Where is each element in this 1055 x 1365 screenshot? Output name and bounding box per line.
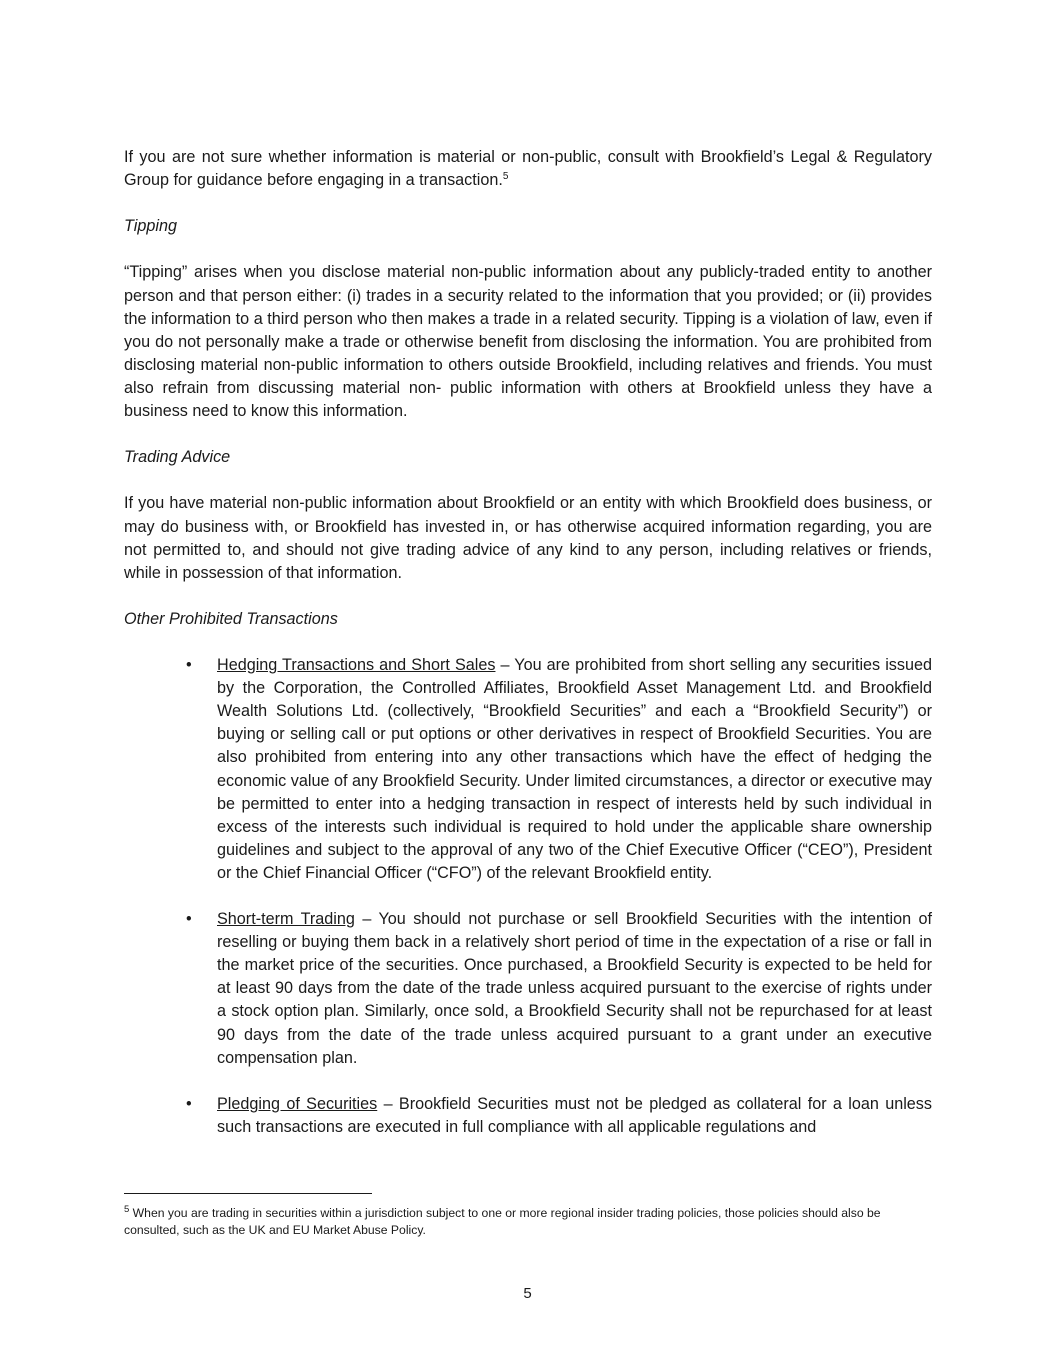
list-item-pledging	[124, 1093, 932, 1139]
bullet-icon: •	[186, 1094, 192, 1113]
trading-advice-paragraph: If you have material non-public information about Brookfield or an entity with which Brookfield does business, or may do business with, or Brookfield has invested in, or has otherwise acquired information regarding, you are not permitted to, and should not give trading advice of any kind to any person, including relatives or friends, while in possession of that information.	[124, 494, 932, 582]
term-pledging: Pledging of Securities	[217, 1094, 378, 1113]
intro-paragraph	[124, 146, 932, 192]
hedging-description: – You are prohibited from short selling any securities issued by the Corporation, the Controlled Affiliates, Brookfield Asset Management Ltd. and Brookfield Wealth Solutions Ltd. (collectively, “Brookfield Securities” and each a “Brookfield Security”) or buying or selling call or put options or other derivatives in respect of Brookfield Securities. You are also prohibited from entering into any other transactions which have the effect of hedging the economic value of any Brookfield Security. Under limited circumstances, a director or executive may be permitted to enter into a hedging transaction in respect of interests held by such individual in excess of the interests such individual is required to hold under the applicable share ownership guidelines and subject to the approval of any two of the Chief Executive Officer (“CEO”), President or the Chief Financial Officer (“CFO”) of the relevant Brookfield entity.	[217, 656, 932, 882]
term-hedging: Hedging Transactions and Short Sales	[217, 656, 496, 675]
other-prohibited-heading: Other Prohibited Transactions	[124, 609, 338, 628]
footnote-reference[interactable]: 5	[502, 171, 509, 183]
list-item-hedging	[124, 654, 932, 885]
bullet-icon: •	[186, 910, 192, 929]
tipping-paragraph: “Tipping” arises when you disclose material non-public information about any publicly-traded entity to another person and that person either: (i) trades in a security related to the information that you provided; or (ii) provides the information to a third person who then makes a trade in a related security. Tipping is a violation of law, even if you do not personally make a trade or otherwise benefit from disclosing the information. You are prohibited from disclosing material non-public information to others outside Brookfield, including relatives and friends. You must also refrain from discussing material non- public information with others at Brookfield unless they have a business need to know this information.	[124, 263, 932, 421]
list-item-text	[217, 1093, 932, 1139]
prohibited-transactions-list	[124, 654, 932, 1139]
tipping-heading: Tipping	[124, 217, 177, 236]
footnote-number: 5	[124, 1204, 130, 1215]
footnote-separator	[124, 1193, 372, 1194]
trading-advice-heading: Trading Advice	[124, 448, 231, 467]
bullet-icon: •	[186, 656, 192, 675]
document-body	[124, 146, 932, 1139]
list-item-short-term-trading	[124, 908, 932, 1070]
pledging-description: – Brookfield Securities must not be pledged as collateral for a loan unless such transactions are executed in full compliance with all applicable regulations and	[217, 1094, 932, 1136]
footnote	[124, 1205, 932, 1239]
page-number: 5	[523, 1285, 532, 1302]
short-term-trading-description: – You should not purchase or sell Brookfield Securities with the intention of reselling or buying them back in a relatively short period of time in the expectation of a rise or fall in the market price of the securities. Once purchased, a Brookfield Security is expected to be held for at least 90 days from the date of the trade unless acquired pursuant to the exercise of rights under a stock option plan. Similarly, once sold, a Brookfield Security shall not be repurchased for at least 90 days from the date of the trade unless acquired pursuant to a grant under an executive compensation plan.	[217, 910, 933, 1067]
footnote-text: When you are trading in securities within a jurisdiction subject to one or more regional insider trading policies, those policies should also be consulted, such as the UK and EU Market Abuse Policy.	[124, 1206, 881, 1237]
intro-text: If you are not sure whether information is material or non-public, consult with Brookfield’s Legal & Regulatory Group for guidance before engaging in a transaction.	[124, 148, 932, 190]
list-item-text	[217, 654, 932, 885]
list-item-text	[217, 908, 932, 1070]
term-short-term-trading: Short-term Trading	[217, 910, 355, 929]
